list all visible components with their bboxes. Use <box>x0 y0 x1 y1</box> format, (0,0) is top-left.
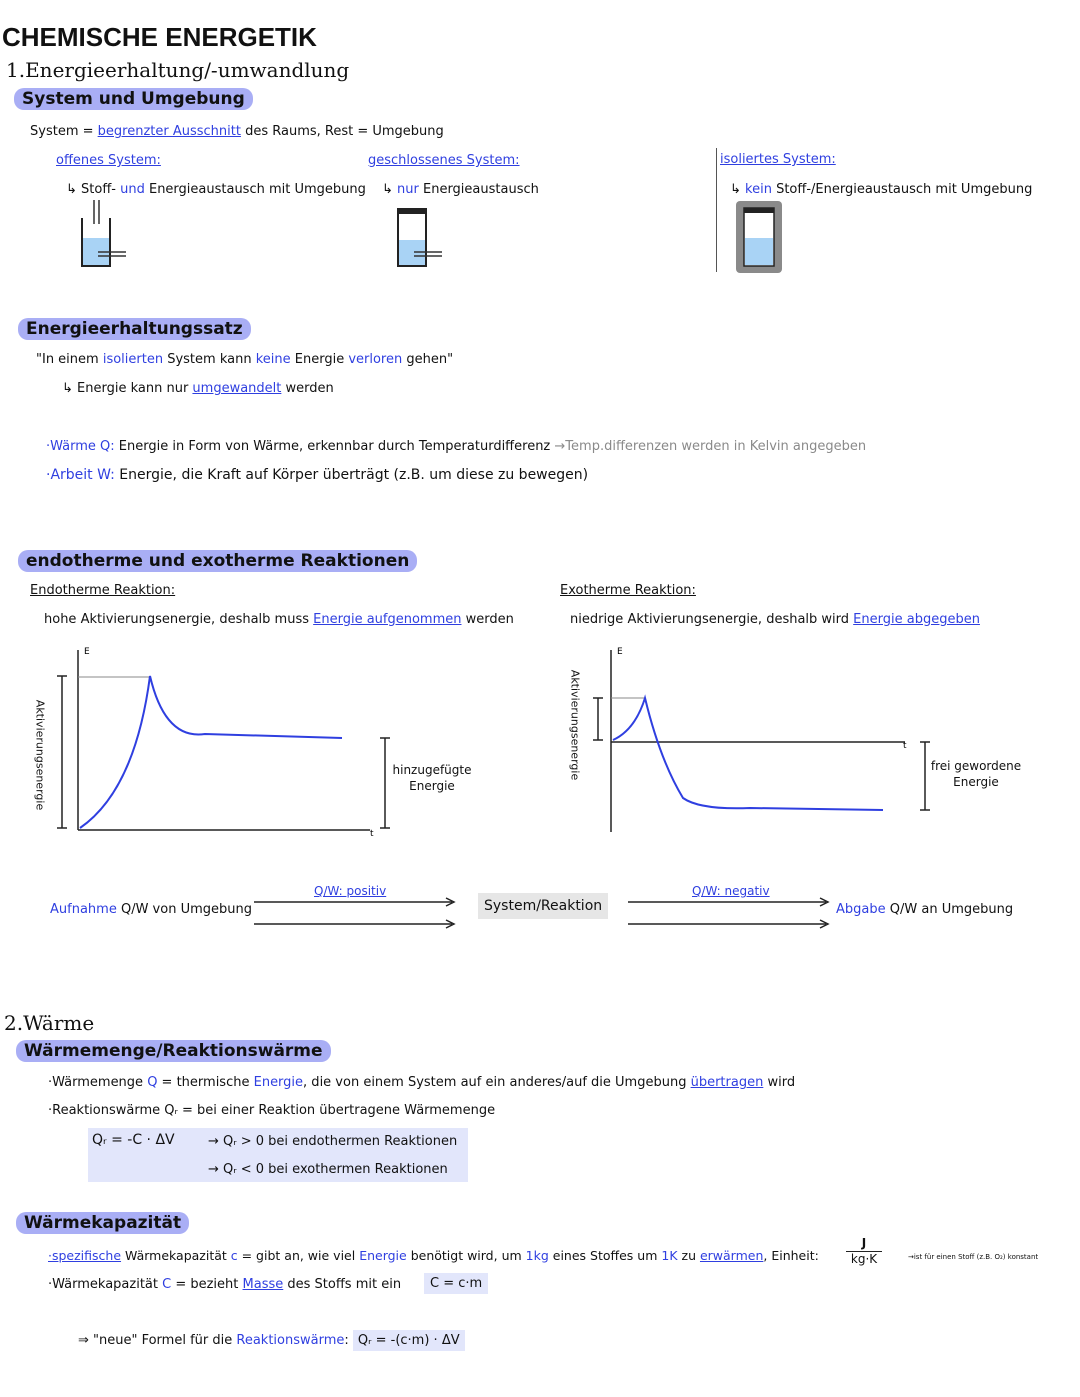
arbeit-definition <box>46 467 588 483</box>
endo-desc-a: hohe Aktivierungsenergie, deshalb muss <box>44 612 314 627</box>
isoliertes-system-desc <box>730 182 1032 197</box>
endo-axis-t: t <box>370 829 374 839</box>
waermekapazitaet-definition <box>48 1277 401 1292</box>
quote-g: gehen" <box>402 352 454 367</box>
wm-d: Energie <box>253 1075 304 1090</box>
geschlossen-desc-a: ↳ <box>382 182 398 197</box>
kap2-e: des Stoffs mit ein <box>283 1277 402 1292</box>
geschlossen-desc-b: nur <box>397 182 419 197</box>
exo-ylabel-wrap <box>565 669 585 781</box>
endo-axis-e: E <box>84 647 90 657</box>
isolated-beaker-icon <box>735 200 785 276</box>
unit-fraction <box>846 1236 882 1267</box>
unit-note: →ist für einen Stoff (z.B. O₂) konstant <box>908 1253 1039 1261</box>
kap1-a: ·spezifische <box>48 1248 122 1263</box>
quote-b: isolierten <box>102 352 164 367</box>
section-2-heading: 2.Wärme <box>4 1011 95 1035</box>
spezifische-waermekapazitaet <box>48 1248 819 1263</box>
endo-desc-c: werden <box>461 612 514 627</box>
endotherm-title: Endotherme Reaktion: <box>30 583 176 598</box>
neue-c: : <box>344 1333 353 1348</box>
offenes-system-desc <box>66 182 366 197</box>
wm-a: ·Wärmemenge <box>48 1075 148 1090</box>
kap1-f: benötigt wird, um <box>406 1248 526 1263</box>
wm-g: wird <box>763 1075 796 1090</box>
kap1-j: zu <box>677 1248 700 1263</box>
quote-e: Energie <box>290 352 349 367</box>
offenes-system-title: offenes System: <box>56 153 161 168</box>
waerme-a: ·Wärme Q: <box>46 439 115 454</box>
waerme-c: →Temp.differenzen werden in Kelvin angegeben <box>554 439 867 454</box>
section-1-heading: 1.Energieerhaltung/-umwandlung <box>6 58 350 82</box>
kap1-c: c <box>230 1248 238 1263</box>
rule-exotherm: → Qᵣ < 0 bei exothermen Reaktionen <box>208 1162 448 1177</box>
flow-arrows-right <box>626 896 836 932</box>
exotherm-title: Exotherme Reaktion: <box>560 583 696 598</box>
wm-e: , die von einem System auf ein anderes/auf die Umgebung <box>303 1075 691 1090</box>
flow-left-label <box>50 902 252 917</box>
closed-beaker-icon <box>390 200 460 270</box>
exotherm-diagram <box>565 640 945 840</box>
isoliert-desc-c: Stoff-/Energieaustausch mit Umgebung <box>771 182 1033 197</box>
kap1-h: eines Stoffes um <box>548 1248 662 1263</box>
waermemenge-definition <box>48 1075 795 1090</box>
flow-right-b: Q/W an Umgebung <box>885 902 1014 917</box>
system-definition <box>30 124 444 139</box>
offen-desc-c: Energieaustausch mit Umgebung <box>144 182 366 197</box>
endo-ylabel-wrap <box>30 690 50 820</box>
exo-axis-e: E <box>617 647 623 657</box>
energieerhaltung-note <box>62 381 334 396</box>
exo-desc-a: niedrige Aktivierungsenergie, deshalb wird <box>570 612 854 627</box>
system-heading: System und Umgebung <box>14 88 253 110</box>
isoliert-desc-b: kein <box>745 182 772 197</box>
exo-desc-b: Energie abgegeben <box>853 612 980 627</box>
rule-endotherm: → Qᵣ > 0 bei endothermen Reaktionen <box>208 1134 458 1149</box>
arbeit-b: Energie, die Kraft auf Körper überträgt (z.B. um diese zu bewegen) <box>114 467 589 483</box>
offen-desc-b: und <box>120 182 145 197</box>
waerme-b: Energie in Form von Wärme, erkennbar durch Temperaturdifferenz <box>114 439 551 454</box>
wm-c: = thermische <box>157 1075 254 1090</box>
kap1-k: erwärmen <box>699 1248 764 1263</box>
geschlossenes-system-title: geschlossenes System: <box>368 153 520 168</box>
endo-side-label: hinzugefügte Energie <box>392 763 472 793</box>
note-a: ↳ Energie kann nur <box>62 381 193 396</box>
wm-f: übertragen <box>690 1075 764 1090</box>
flow-right-a: Abgabe <box>836 902 886 917</box>
flow-left-a: Aufnahme <box>50 902 117 917</box>
unit-numerator: J <box>861 1236 867 1250</box>
exo-axis-t: t <box>903 741 907 751</box>
flow-right-label <box>836 902 1013 917</box>
geschlossenes-system-desc <box>382 182 539 197</box>
kap1-i: 1K <box>661 1248 678 1263</box>
isoliertes-system-title: isoliertes System: <box>720 152 836 167</box>
neue-a: ⇒ "neue" Formel für die <box>78 1333 237 1348</box>
unit-denominator: kg·K <box>846 1251 882 1267</box>
endo-ylabel: Aktivierungsenergie <box>33 699 47 811</box>
kap2-d: Masse <box>242 1277 284 1292</box>
quote-a: "In einem <box>36 352 103 367</box>
flow-left-b: Q/W von Umgebung <box>116 902 252 917</box>
flow-arrows-left <box>252 896 462 932</box>
kap1-b: Wärmekapazität <box>121 1248 231 1263</box>
kap2-c: = bezieht <box>171 1277 243 1292</box>
wm-b: Q <box>147 1075 158 1090</box>
waermekapazitaet-heading: Wärmekapazität <box>16 1212 189 1234</box>
divider <box>716 148 717 272</box>
open-beaker-icon <box>70 196 140 272</box>
kap2-b: C <box>162 1277 172 1292</box>
energieerhaltung-heading: Energieerhaltungssatz <box>18 318 251 340</box>
system-def-a: System = <box>30 124 98 139</box>
reaktionen-heading: endotherme und exotherme Reaktionen <box>18 550 417 572</box>
quote-c: System kann <box>163 352 256 367</box>
offen-desc-a: ↳ Stoff- <box>66 182 121 197</box>
exo-side-label: frei gewordene Energie <box>930 759 1022 789</box>
geschlossen-desc-c: Energieaustausch <box>418 182 539 197</box>
kap1-g: 1kg <box>525 1248 549 1263</box>
isoliert-desc-a: ↳ <box>730 182 746 197</box>
flow-neg-text: Q/W: negativ <box>692 884 770 898</box>
neue-b: Reaktionswärme <box>236 1333 345 1348</box>
kap1-d: = gibt an, wie viel <box>237 1248 360 1263</box>
system-reaktion-box: System/Reaktion <box>478 893 608 919</box>
neue-formel <box>78 1333 465 1348</box>
reaktionswaerme-formula: Qᵣ = -C · ΔV <box>92 1132 175 1148</box>
quote-f: verloren <box>348 352 403 367</box>
neue-formula: Qᵣ = -(c·m) · ΔV <box>353 1330 465 1351</box>
waerme-definition <box>46 439 866 454</box>
endo-desc-b: Energie aufgenommen <box>313 612 462 627</box>
system-def-c: des Raums, Rest = Umgebung <box>240 124 444 139</box>
quote-d: keine <box>255 352 291 367</box>
arbeit-a: ·Arbeit W: <box>46 467 115 483</box>
endotherm-desc <box>44 612 514 627</box>
page-title: CHEMISCHE ENERGETIK <box>2 22 317 52</box>
system-def-b: begrenzter Ausschnitt <box>97 124 241 139</box>
flow-pos-text: Q/W: positiv <box>314 884 387 898</box>
waermemenge-heading: Wärmemenge/Reaktionswärme <box>16 1040 331 1062</box>
kap1-e: Energie <box>359 1248 407 1263</box>
endotherm-diagram <box>30 640 490 840</box>
kapazitaet-formula: C = c·m <box>424 1273 488 1294</box>
note-c: werden <box>281 381 334 396</box>
kap1-l: , Einheit: <box>763 1248 819 1263</box>
exotherm-desc <box>570 612 980 627</box>
kap2-a: ·Wärmekapazität <box>48 1277 163 1292</box>
note-b: umgewandelt <box>192 381 282 396</box>
exo-ylabel: Aktivierungsenergie <box>568 669 582 781</box>
reaktionswaerme-definition: ·Reaktionswärme Qᵣ = bei einer Reaktion übertragene Wärmemenge <box>48 1103 496 1118</box>
energieerhaltung-quote <box>36 352 453 367</box>
